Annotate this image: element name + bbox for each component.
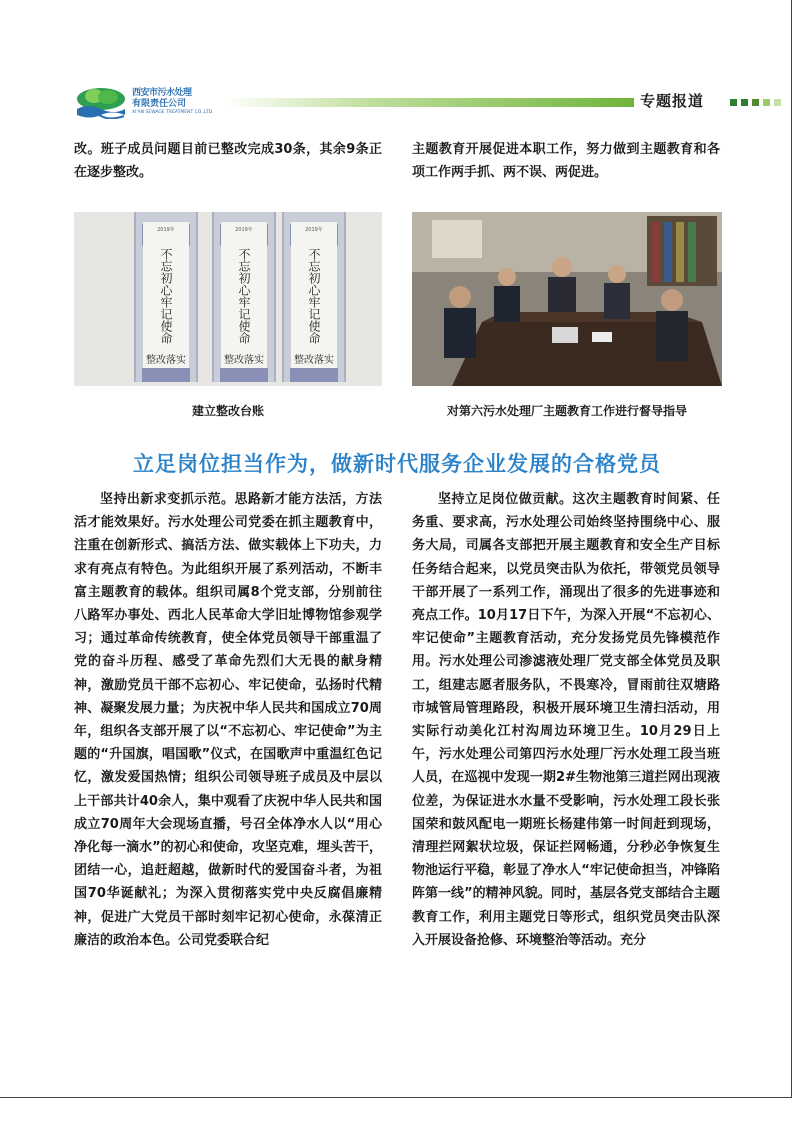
binder-year: 2019年 xyxy=(305,227,323,233)
header-squares xyxy=(730,99,781,106)
binder-text: 不忘初心牢记使命 xyxy=(307,248,321,344)
square-mark xyxy=(752,99,759,106)
top-left-paragraph: 改。班子成员问题目前已整改完成30条，其余9条正在逐步整改。 xyxy=(74,142,382,181)
left-photo-caption: 建立整改台账 xyxy=(191,404,264,418)
article-right-column: 坚持立足岗位做贡献。这次主题教育时间紧、任务重、要求高，污水处理公司始终坚持围绕中心、服务大局，司属各支部把开展主题教育和安全生产目标任务结合起来，以党员突击队为依托，带领党员领导干部开展了一系列工作，涌现出了很多的先进事迹和亮点工作。10月17日下午，为深入开展“不忘初心、牢记使命”主题教育活动，充分发扬党员先锋模范作用。污水处理公司渗滤液处理厂党支部全体党员及职工，组建志愿者服务队，不畏寒冷，冒雨前往双塘路市城管局管理路段，积极开展环境卫生清扫活动，用实际行动美化江村沟周边环境卫生。10月29日上午，污水处理公司第四污水处理厂污水处理工段当班人员，在巡视中发现一期2#生物池第三道拦网出现液位差，为保证进水水量不受影响，污水处理工段长张国荣和鼓风配电一期班长杨建伟第一时间赶到现场，清理拦网絮状垃圾，保证拦网畅通，分秒必争恢复生物池运行平稳，彰显了净水人“牢记使命担当，冲锋陷阵第一线”的精神风貌。同时，基层各党支部结合主题教育工作，利用主题党日等形式，组织党员突击队深入开展设备抢修、环境整治等活动。充分 xyxy=(412,492,720,948)
binder-sub: 整改落实 xyxy=(294,355,334,366)
section-title: 专题报道 xyxy=(640,92,705,110)
binder xyxy=(282,212,346,382)
binder-sub: 整改落实 xyxy=(146,355,186,366)
binder-sub: 整改落实 xyxy=(224,355,264,366)
binder-year: 2019年 xyxy=(157,227,175,233)
binder xyxy=(212,212,276,382)
article-title: 立足岗位担当作为，做新时代服务企业发展的合格党员 xyxy=(133,452,661,476)
square-mark xyxy=(741,99,748,106)
header-green-band xyxy=(224,98,634,107)
logo-english-name: XI'AN SEWAGE TREATMENT CO.,LTD. xyxy=(132,109,214,115)
meeting-scene-icon xyxy=(412,212,722,386)
binder xyxy=(134,212,198,382)
binder-year: 2019年 xyxy=(235,227,253,233)
square-mark xyxy=(774,99,781,106)
page-header xyxy=(74,84,774,120)
right-photo-caption: 对第六污水处理厂主题教育工作进行督导指导 xyxy=(446,404,687,418)
logo-name-line1: 西安市污水处理 xyxy=(132,87,192,98)
binder-text: 不忘初心牢记使命 xyxy=(159,248,173,344)
meeting-photo xyxy=(412,212,722,386)
logo-name-line2: 有限责任公司 xyxy=(132,98,187,109)
water-drop-logo-icon xyxy=(74,85,128,119)
square-mark xyxy=(730,99,737,106)
binders-photo xyxy=(74,212,382,386)
binder-text: 不忘初心牢记使命 xyxy=(237,248,251,344)
top-right-paragraph: 主题教育开展促进本职工作，努力做到主题教育和各项工作两手抓、两不误、两促进。 xyxy=(412,142,720,181)
article-left-column: 坚持出新求变抓示范。思路新才能方法活，方法活才能效果好。污水处理公司党委在抓主题教育中，注重在创新形式、搞活方法、做实载体上下功夫，力求有亮点有特色。为此组织开展了系列活动，不断丰富主题教育的载体。组织司属8个党支部，分别前往八路军办事处、西北人民革命大学旧址博物馆参观学习；通过革命传统教育，使全体党员领导干部重温了党的奋斗历程、感受了革命先烈们大无畏的献身精神，激励党员干部不忘初心、牢记使命，弘扬时代精神、凝聚发展力量；为庆祝中华人民共和国成立70周年，组织各支部开展了以“不忘初心、牢记使命”为主题的“升国旗，唱国歌”仪式，在国歌声中重温红色记忆，激发爱国热情；组织公司领导班子成员及中层以上干部共计40余人，集中观看了庆祝中华人民共和国成立70周年大会现场直播，号召全体净水人以“用心净化每一滴水”的初心和使命，攻坚克难，埋头苦干，团结一心，追赶超越，做新时代的爱国奋斗者，为祖国70华诞献礼；为深入贯彻落实党中央反腐倡廉精神，促进广大党员干部时刻牢记初心使命，永葆清正廉洁的政治本色。公司党委联合纪 xyxy=(74,492,382,948)
square-mark xyxy=(763,99,770,106)
